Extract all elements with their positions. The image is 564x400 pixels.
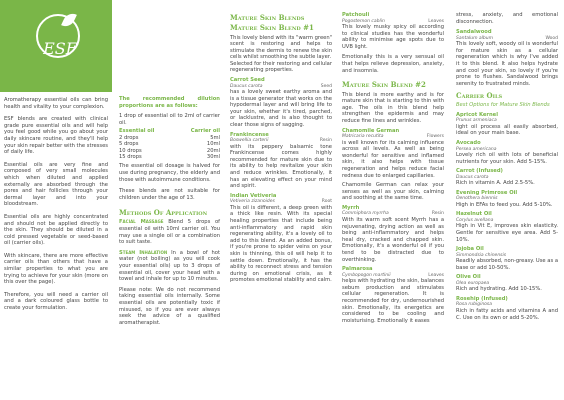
oil-part: Leaves: [428, 18, 444, 24]
carrier-subtitle: Best Options for Mature Skin Blends: [456, 102, 550, 109]
blend-2-title: Mature Skin Blend #2: [342, 80, 426, 90]
column-blend-1: [225, 0, 337, 400]
dilution-paragraph: These blends are not suitable for children under the age of 13.: [119, 188, 220, 201]
intro-paragraph: Therefore, you will need a carrier oil and a dark coloured glass bottle to create your formulation.: [4, 291, 108, 312]
table-cell: 30ml: [206, 154, 220, 160]
blends-title: Mature Skin Blends: [230, 13, 305, 22]
intro-paragraph: With skincare, there are more effective carrier oils than others that have a similar properties to what you are trying to achieve for your skin (more on this over the page).: [4, 252, 108, 286]
carrier-oil-latin: Persea americana: [456, 146, 497, 152]
table-cell: 20ml: [206, 147, 220, 154]
dilution-header: Carrier oil: [190, 128, 220, 135]
oil-text: This oil is different, a deep green with a thick like resin. With its special healing properties that include being anti-inflammatory and rapid skin regenerating ability, it's a lovely oil to add to this blend. As an added bonus, if you're prone to spider veins on your skin is thinning, this oil will help it to settle down. Emotionally, it has the ability to reconnect stress and tension during on emotional crisis, as it promotes emotional stability and calm.: [230, 204, 332, 284]
table-cell: 5 drops: [119, 141, 139, 148]
intro-paragraph: Essential oils are highly concentrated and should not be applied directly to the skin. They should be diluted in a cold pressed vegetable or seed-based oil (carrier oils).: [4, 213, 108, 247]
application-item-text: Blend 5 drops of essential oil with 10ml carrier oil. You may use a single oil or a combination to suit taste.: [119, 219, 220, 246]
dilution-note: 1 drop of essential oil to 2ml of carrier oil.: [119, 113, 220, 126]
oil-name: Carrot Seed: [230, 77, 265, 84]
carrier-oil-latin: Olea europaea: [456, 280, 490, 286]
oil-text: Chamomile German can relax your senses as well as your skin, calming and soothing at the same time.: [342, 182, 444, 202]
carrier-oil-name: Rosehip (Infused): [456, 295, 508, 302]
carrier-oil-latin: Oenothera biennis: [456, 196, 498, 202]
table-row: [119, 154, 220, 160]
oil-name: Palmarosa: [342, 266, 373, 273]
oil-part: Root: [321, 199, 332, 205]
table-cell: 2 drops: [119, 134, 139, 141]
oil-latin-name: Cymbopogon martinii: [342, 272, 391, 278]
carrier-title: Carrier Oils: [456, 91, 503, 101]
application-item-text: In a bowl of hot water (not boiling) as you will cook your essential oils) up to 3 drops of essential oil, cover your head with a towel and inhale for up to 10 minutes.: [119, 249, 220, 283]
dilution-header: Essential oil: [119, 128, 155, 135]
continued-text: stress, anxiety, and emotional disconnection.: [456, 12, 558, 25]
blend-1-desc: This lovely blend with its "warm green" scent is restoring and helps to stimulate the dermis to renew the skin cells whilst smoothing the subtle layer.: [230, 34, 332, 61]
carrier-oil-name: Carrot (Infused): [456, 168, 503, 175]
carrier-oil-name: Evening Primrose Oil: [456, 189, 518, 196]
oil-name: Sandalwood: [456, 29, 492, 36]
oil-text: With its warm soft scent Myrrh has a rejuvenating, drying action as well as being anti-inflammatory and helps heal dry, cracked and chapped skin. Emotionally, it's a wonderful oil if you tend to be distracted due to overthinking.: [342, 216, 444, 263]
intro-text: [4, 97, 108, 318]
oil-name: Chamomile German: [342, 127, 400, 134]
oil-latin-name: Commiphora myrrha: [342, 211, 389, 217]
carrier-oil-latin: Daucus carota: [456, 174, 489, 180]
oil-text: has a lovely sweet earthy aroma and is a tissue generator that works on the hypodermal layer and will bring life to your skin, whether it's tired, parched, or lacklustre, and is also thought to clear those signs of sagging.: [230, 89, 332, 129]
oil-part: Flowers: [426, 134, 444, 140]
intro-paragraph: Essential oils are very fine and composed of very small molecules which when diluted and applied externally are absorbed through the pores and hair follicles through your dermal layer and into your bloodstream.: [4, 161, 108, 208]
oil-name: Indian Vetiveria: [230, 192, 277, 199]
carrier-oil-text: Rich and hydrating. Add 10-15%.: [456, 286, 542, 293]
oil-name: Frankincense: [230, 131, 269, 138]
carrier-oil-name: Olive Oil: [456, 274, 481, 281]
carrier-oil-text: High in EFAs to feed you. Add 5-10%.: [456, 201, 553, 208]
carrier-oil-text: High in Vit E, improves skin elasticity. Gentle for sensitive eye area. Add 5-10%.: [456, 223, 558, 243]
column-intro: [0, 0, 112, 400]
oil-name: Myrrh: [342, 204, 360, 211]
blend-1-title: Mature Skin Blend #1: [230, 23, 314, 32]
application-item: [119, 250, 220, 283]
application-item: [119, 219, 220, 245]
oil-part: Resin: [431, 211, 444, 217]
dilution-title: The recommended dilution proportions are as follows:: [119, 96, 220, 109]
oil-part: Seed: [320, 83, 332, 89]
carrier-oil-name: Avocado: [456, 140, 481, 147]
carrier-oil-text: Rich in vitamin A. Add 2.5-5%.: [456, 180, 535, 187]
oil-latin-name: Boswellia carterii: [230, 138, 269, 144]
intro-paragraph: ESF blends are created with clinical grade pure essential oils and will help you feel good while you go about your daily skincare routine, and they'll help your skin repair better with the stresses of daily life.: [4, 116, 108, 156]
oil-latin-name: Pogostemon cablin: [342, 18, 385, 24]
oil-text: This lovely soft, woody oil is wonderful for mature skin as a cellular regeneration which is why I've added it to this blend. It also helps hydrate and cool your skin, so lovely if you're prone to flushes. Sandalwood brings serenity to frustrated minds.: [456, 41, 558, 87]
application-note: Please note: We do not recommend taking essential oils internally. Some essential oils are potentially toxic if misused, so if you are ever always seek the advice of a qualified aromatherapist.: [119, 286, 220, 326]
column-carrier-oils: [449, 0, 564, 400]
carrier-oil-text: Lovely rich oil with lots of beneficial nutrients for your skin. Add 5-15%.: [456, 152, 558, 165]
oil-part: Leaves: [428, 272, 444, 278]
oil-text: with its peppery balsamic tone Frankincense comes highly recommended for mature skin due to its ability to help revitalize your skin and reduce wrinkles. Emotionally, it has an elevating effect on your mind and spirit.: [230, 143, 332, 190]
carrier-oil-name: Apricot Kernel: [456, 111, 498, 118]
oil-part: Resin: [319, 138, 332, 144]
carrier-oil-latin: Simmondsia chinensis: [456, 252, 507, 258]
application-title: Methods Of Application: [119, 208, 208, 218]
carrier-oil-name: Jojoba Oil: [456, 246, 484, 253]
oil-latin-name: Vetiveria zizanoides: [230, 199, 275, 205]
column-blend-2: [337, 0, 449, 400]
oil-text: Emotionally this is a very sensual oil that helps relieve depression, anxiety, and insomnia.: [342, 54, 444, 74]
table-cell: 5ml: [210, 134, 220, 141]
carrier-oil-text: Readily absorbed, non-greasy. Use as a base or add 10-50%.: [456, 258, 558, 271]
oil-name: Patchouli: [342, 12, 370, 18]
carrier-oil-name: Hazelnut Oil: [456, 211, 492, 218]
table-cell: 10ml: [206, 141, 220, 148]
carrier-oil-text: Rich in fatty acids and vitamins A and C. Use on its own or add 5-20%.: [456, 307, 558, 321]
oil-text: This lovely musky spicy oil according to clinical studies has the wonderful ability to minimise age spots due to UVB light.: [342, 24, 444, 50]
dilution-table: [119, 128, 220, 160]
oil-text: is well known for its calming influence across all levels. As well as being wonderful for sensitive and inflamed skin, it also helps with tissue regeneration and helps reduce facial redness due to enlarged capillaries.: [342, 139, 444, 179]
blend-1-desc2: Selected for their restoring and cellular regenerating properties.: [230, 60, 332, 74]
application-item-head: Steam Inhalation: [119, 249, 168, 256]
carrier-oil-latin: Prunus armeniaca: [456, 118, 497, 124]
column-dilution: [112, 0, 225, 400]
carrier-oil-text: light oil process all easily absorbed, ideal on your main base.: [456, 123, 558, 137]
carrier-oil-latin: Corylus avellana: [456, 217, 494, 223]
oil-latin-name: Santalum album: [456, 35, 494, 41]
application-item-head: Facial Massage: [119, 219, 164, 226]
logo-panel: [0, 0, 112, 92]
table-cell: 10 drops: [119, 147, 142, 154]
logo-text: ESF: [43, 39, 77, 58]
oil-latin-name: Matricaria recutita: [342, 134, 384, 140]
dilution-paragraph: The essential oil dosage is halved for use during pregnancy, the elderly and those with autoimmune conditions.: [119, 163, 220, 183]
carrier-oil-latin: Rosa rubiginosa: [456, 302, 493, 308]
intro-paragraph: Aromatherapy essential oils can bring health and vitality to your complexion.: [4, 97, 108, 110]
table-cell: 15 drops: [119, 154, 142, 160]
oil-latin-name: Daucus carota: [230, 83, 263, 89]
blend-2-desc: This blend is more earthy and is for mature skin that is starting to thin with age. The oils in this blend help strengthen the epidermis and may reduce fine lines and wrinkles.: [342, 91, 444, 125]
oil-text: helps with hydrating the skin, balances sebum production and stimulates cellular regeneration. It is recommended for dry, undernourished skin. Emotionally, its energetics are considered to be cooling and moisturising. Emotionally it eases: [342, 278, 444, 324]
oil-part: Wood: [545, 35, 558, 41]
